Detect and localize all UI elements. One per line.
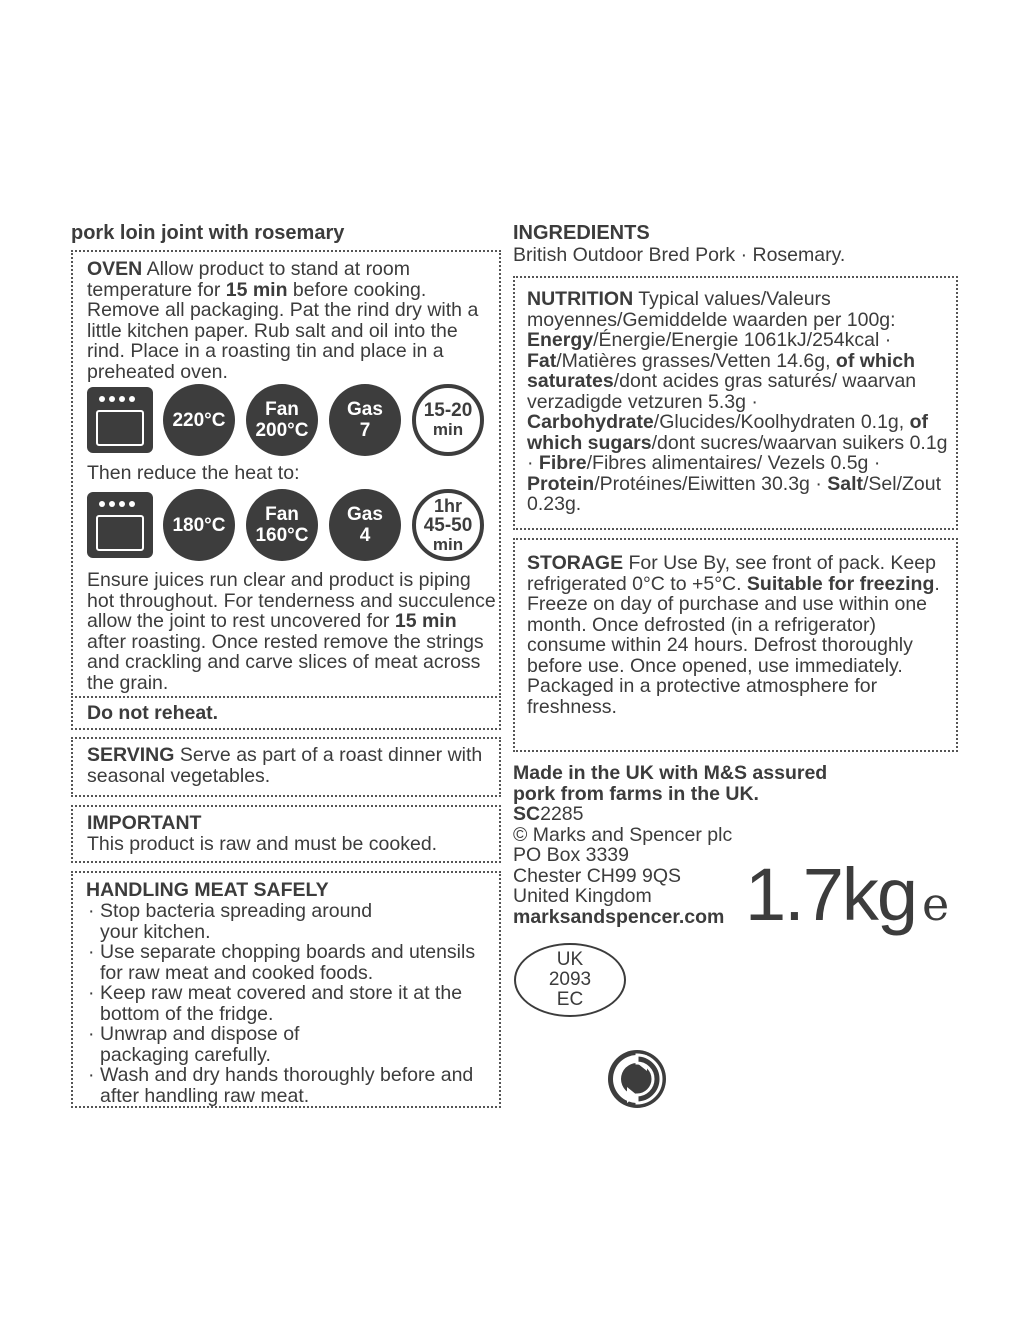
- oven-icon: [87, 387, 153, 453]
- estimated-sign-icon: e: [922, 877, 950, 931]
- handling-heading: HANDLING MEAT SAFELY: [86, 879, 329, 901]
- protein-value: /Protéines/Eiwitten 30.3g ·: [594, 472, 828, 495]
- cook-time-unit: min: [432, 534, 464, 554]
- list-item: · Keep raw meat covered and store it at the bottom of the fridge.: [86, 983, 475, 1024]
- gas-mark: 4: [359, 525, 371, 546]
- oven-intro-bold: 15 min: [225, 278, 288, 301]
- po-box: PO Box 3339: [513, 844, 629, 866]
- cook-time-hour: 1hr: [433, 495, 462, 516]
- supplier-code: [513, 804, 863, 825]
- fan-temp-badge: [246, 384, 318, 456]
- nutrition-intro: Typical values/Valeurs moyennes/Gemiddelde waarden per 100g:: [527, 288, 896, 331]
- gas-label: Gas: [347, 504, 383, 525]
- serving-heading: SERVING: [87, 744, 175, 766]
- green-dot-recycle-icon: [607, 1049, 667, 1109]
- health-mark-oval: [514, 943, 626, 1017]
- health-mark-country: UK: [556, 949, 584, 970]
- health-mark-ec: EC: [556, 989, 584, 1010]
- country: United Kingdom: [513, 885, 652, 907]
- handling-section: [71, 871, 501, 1108]
- storage-section: [513, 538, 958, 752]
- list-item: · Unwrap and dispose of packaging carefully.: [86, 1024, 320, 1065]
- list-item: · Use separate chopping boards and utensils for raw meat and cooked foods.: [86, 942, 480, 983]
- conventional-temp: 220°C: [172, 409, 226, 431]
- oven-intro-text-1: Allow product to stand at room temperature for: [87, 258, 410, 301]
- product-title: pork loin joint with rosemary: [71, 222, 345, 244]
- cook-time-badge: [412, 384, 484, 456]
- gas-mark: 7: [359, 420, 371, 441]
- freezing-label: Suitable for freezing: [746, 572, 935, 595]
- list-item: · Wash and dry hands thoroughly before and after handling raw meat.: [86, 1065, 475, 1106]
- city: Chester CH99 9QS: [513, 864, 681, 887]
- cook-time: 45-50: [423, 514, 473, 536]
- serving-section: [71, 737, 501, 797]
- conventional-temp-badge: [163, 384, 235, 456]
- fan-temp-badge: [246, 489, 318, 561]
- after-text-bold: 15 min: [394, 610, 457, 632]
- after-text-1: Ensure juices run clear and product is piping hot throughout. For tenderness and succulence allow the joint to rest uncovered for: [87, 569, 496, 632]
- gas-mark-badge: [329, 384, 401, 456]
- supplier-code-number: 2285: [540, 803, 584, 825]
- saturates-value: /dont acides gras saturés/ waarvan verzadigde vetzuren 5.3g ·: [527, 370, 917, 413]
- gas-mark-badge: [329, 489, 401, 561]
- no-reheat-text: Do not reheat.: [87, 702, 219, 724]
- copyright: © Marks and Spencer plc: [513, 823, 733, 846]
- nutrition-section: [513, 276, 958, 530]
- packaging-text: Packaged in a protective atmosphere for freshness.: [527, 675, 878, 718]
- weight-value: 1.7kg: [745, 853, 917, 936]
- important-text: This product is raw and must be cooked.: [87, 833, 438, 855]
- energy-label: Energy: [527, 329, 594, 351]
- storage-heading: STORAGE: [527, 552, 624, 574]
- serving-text: [87, 745, 497, 786]
- no-reheat-section: [71, 696, 501, 730]
- fan-temp: 200°C: [255, 420, 309, 441]
- storage-text: [527, 553, 951, 717]
- made-in-text: Made in the UK with M&S assured pork from farms in the UK.: [513, 762, 828, 805]
- supplier-code-prefix: SC: [513, 803, 541, 825]
- after-text-2: after roasting. Once rested remove the strings and crackling and carve slices of meat across the grain.: [87, 630, 484, 694]
- carbohydrate-label: Carbohydrate: [527, 411, 654, 433]
- cook-time: 15-20: [423, 400, 473, 421]
- oven-section: [71, 250, 501, 698]
- salt-value: /Sel/Zout 0.23g.: [527, 472, 942, 515]
- oven-after-text: [87, 570, 499, 693]
- storage-text-1: For Use By, see front of pack. Keep refrigerated 0°C to +5°C.: [527, 552, 936, 595]
- health-mark-number: 2093: [548, 969, 592, 990]
- fan-label: Fan: [265, 504, 299, 525]
- cooking-stage-2: [87, 489, 484, 561]
- cooking-stage-1: [87, 384, 484, 456]
- oven-heading: OVEN: [87, 258, 143, 280]
- fat-value: /Matières grasses/Vetten 14.6g,: [556, 349, 836, 372]
- net-weight: [745, 853, 950, 936]
- saturates-label: of which saturates: [527, 349, 915, 392]
- gas-label: Gas: [347, 399, 383, 420]
- salt-label: Salt: [827, 472, 863, 495]
- sugars-value: /dont sucres/waarvan suikers 0.1g ·: [527, 431, 948, 474]
- oven-intro: [87, 259, 497, 382]
- website: marksandspencer.com: [513, 905, 725, 928]
- fan-label: Fan: [265, 399, 299, 420]
- conventional-temp: 180°C: [172, 514, 226, 536]
- serving-body: Serve as part of a roast dinner with seasonal vegetables.: [87, 744, 483, 787]
- nutrition-heading: NUTRITION: [527, 288, 634, 310]
- oven-intro-text-2: before cooking. Remove all packaging. Pat the rind dry with a little kitchen paper. Rub salt and oil into the rind. Place in a roasting tin and place in a preheated oven.: [87, 278, 479, 383]
- energy-value: /Énergie/Energie 1061kJ/254kcal ·: [593, 329, 892, 351]
- fibre-value: /Fibres alimentaires/ Vezels 0.5g ·: [586, 452, 881, 474]
- ingredients-heading: INGREDIENTS: [513, 222, 650, 244]
- cook-time-unit: min: [432, 420, 464, 439]
- conventional-temp-badge: [163, 489, 235, 561]
- ingredients-text: British Outdoor Bred Pork · Rosemary.: [513, 244, 846, 266]
- fan-temp: 160°C: [255, 525, 309, 546]
- nutrition-text: [527, 289, 949, 515]
- oven-icon: [87, 492, 153, 558]
- reduce-heat-text: Then reduce the heat to:: [87, 462, 300, 484]
- fibre-label: Fibre: [538, 452, 587, 474]
- list-item: · Stop bacteria spreading around your kitchen.: [86, 901, 400, 942]
- carbohydrate-value: /Glucides/Koolhydraten 0.1g,: [653, 411, 910, 433]
- handling-list: [86, 901, 491, 1106]
- sugars-label: of which sugars: [527, 411, 929, 454]
- important-section: [71, 805, 501, 863]
- protein-label: Protein: [527, 472, 595, 495]
- important-heading: IMPORTANT: [87, 812, 202, 834]
- fat-label: Fat: [527, 349, 557, 372]
- storage-text-2: . Freeze on day of purchase and use within one month. Once defrosted (in a refrigerator) consume within 24 hours. Defrost thoroughly before use. Once opened, use immediately.: [527, 572, 940, 677]
- cook-time-badge: [412, 489, 484, 561]
